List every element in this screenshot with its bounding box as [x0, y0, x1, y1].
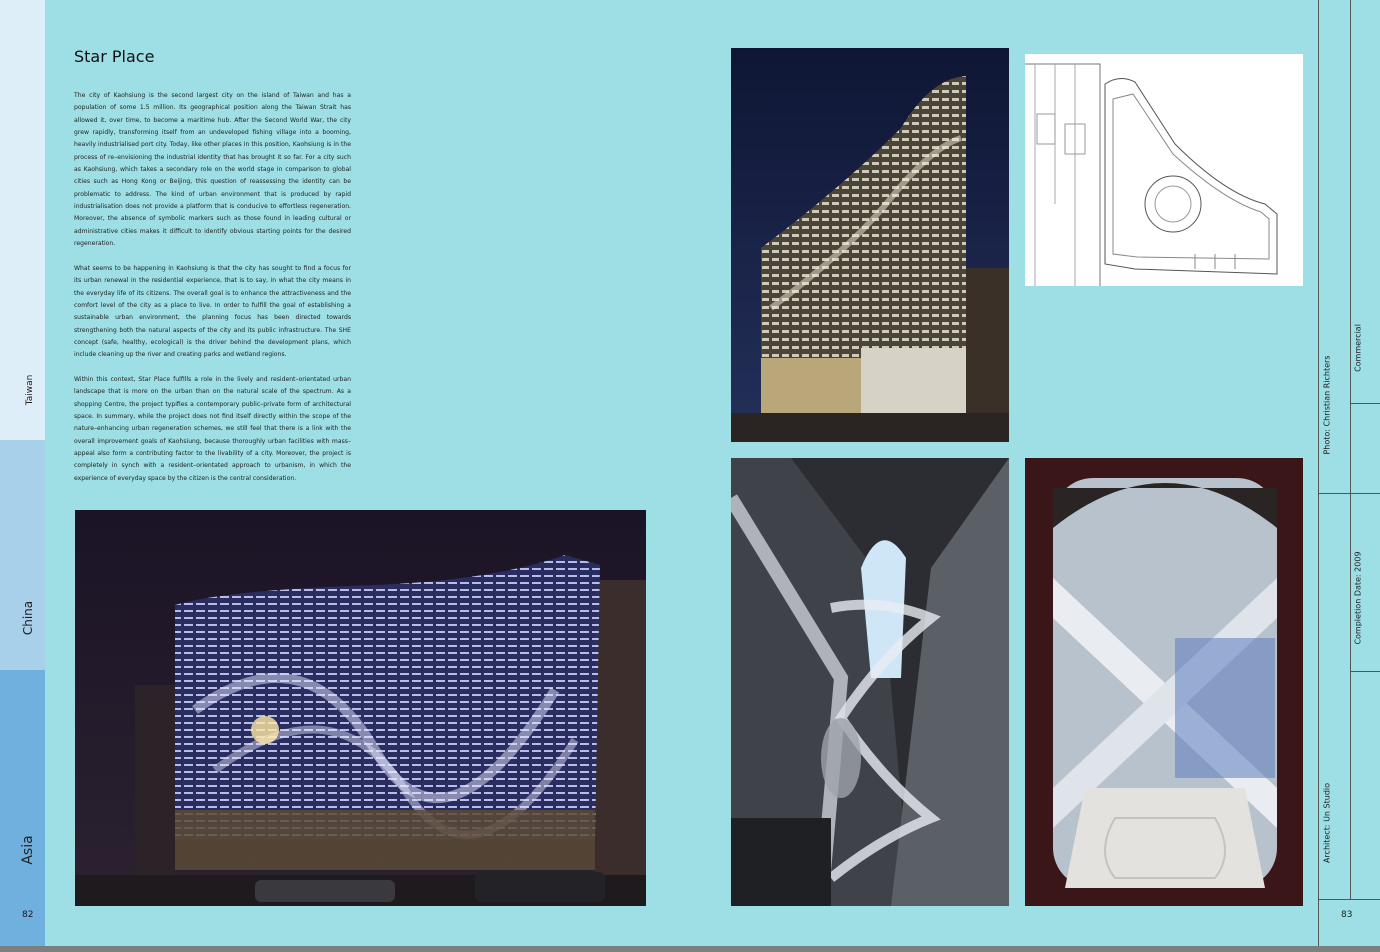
divider-line [1318, 493, 1380, 494]
photo-escalator-interior [1025, 458, 1303, 906]
tab-label-china: China [21, 600, 35, 636]
floor-plan-drawing [1025, 54, 1303, 286]
bottom-border [0, 946, 1380, 952]
divider-line [1318, 899, 1380, 900]
photo-facade-night-large [75, 510, 646, 906]
tab-label-taiwan: Taiwan [25, 374, 35, 406]
photo-facade-corner [731, 48, 1009, 442]
article-body [74, 90, 351, 497]
divider-line [1350, 671, 1380, 672]
architect-credit: Architect: Un Studio [1322, 782, 1332, 864]
photo-credit: Photo: Christian Richters [1322, 355, 1332, 455]
photo-atrium-interior [731, 458, 1009, 906]
page-number-left: 82 [22, 910, 34, 920]
page-number-right: 83 [1341, 910, 1353, 920]
divider-line [1350, 0, 1351, 900]
divider-line [1318, 0, 1319, 952]
section-tabs [0, 0, 45, 952]
article-title: Star Place [74, 47, 155, 66]
tab-china [0, 440, 45, 670]
tab-label-asia: Asia [20, 835, 36, 865]
paragraph-3: Within this context, Star Place fulfills a role in the lively and resident–orientated urban landscape that is more on the urban than on the natural scale of the spectrum. As a shopping Centre, the project typifies a contemporary public–private form of architectural space. In summary, while the project does not find itself directly within the scope of the nature–enhancing urban regeneration schemes, we still feel that there is a link with the overall improvement goals of Kaohsiung, because thoroughly urban facilities with mass–appeal also form a contributing factor to the livability of a city. Moreover, the project is completely in synch with a resident–orientated approach to urbanism, in which the experience of everyday space by the citizen is the central consideration. [74, 375, 351, 482]
completion-date: Completion Date: 2009 [1353, 551, 1363, 645]
tab-taiwan [0, 0, 45, 440]
paragraph-2: What seems to be happening in Kaohsiung is that the city has sought to find a focus for its urban renewal in the residential experience, that is to say, in what the city means in the everyday life of its citizens. The overall goal is to enhance the attractiveness and the comfort level of the city as a place to live. In order to fulfill the goal of establishing a sustainable urban environment, the planning focus has been directed towards strengthening both the natural aspects of the city and its public infrastructure. The SHE concept (safe, healthy, ecological) is the driver behind the development plans, which include cleaning up the river and creating parks and wetland regions. [74, 264, 351, 359]
paragraph-1: The city of Kaohsiung is the second largest city on the island of Taiwan and has a population of some 1.5 million. Its geographical position along the Taiwan Strait has allowed it, over time, to become a maritime hub. After the Second World War, the city grew rapidly, transforming itself from an undeveloped fishing village into a booming, heavily industrialised port city. Today, like other places in this position, Kaohsiung is in the process of re–envisioning the industrial identity that has brought it so far. For a city such as Kaohsiung, which takes a secondary role on the world stage in comparison to global cities such as Hong Kong or Beijing, this question of reassessing the identity can be problematic to address. The kind of urban environment that is produced by rapid industrialisation does not provide a platform that is conducive to effortless regeneration. Moreover, the absence of symbolic markers such as those found in leading cultural or administrative cities makes it difficult to identify obvious starting points for the desired regeneration. [74, 92, 351, 248]
info-column [1318, 0, 1380, 952]
divider-line [1350, 403, 1380, 404]
category-label: Commercial [1353, 324, 1363, 372]
